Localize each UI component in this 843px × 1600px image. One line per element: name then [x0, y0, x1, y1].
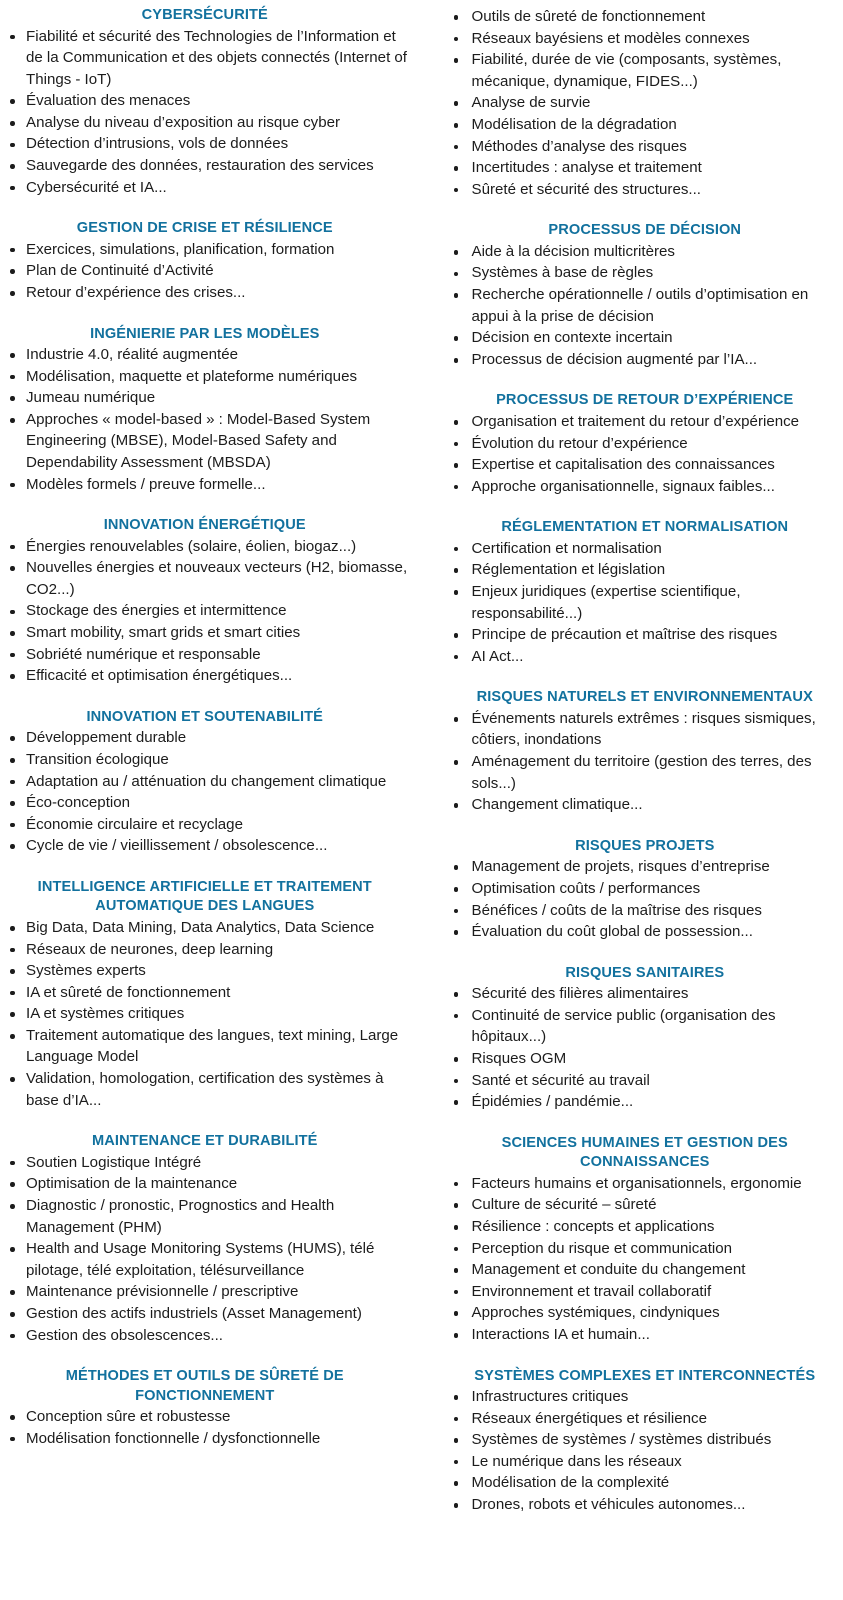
- topic-section: [2, 878, 408, 1111]
- topic-bullet-list: [2, 1152, 408, 1346]
- topic-bullet-list: [447, 1386, 843, 1516]
- topic-bullet-list: [447, 538, 843, 668]
- topic-section: [447, 964, 843, 1113]
- topic-section: [2, 219, 408, 303]
- topic-bullet-item: Modélisation, maquette et plateforme numériques: [2, 366, 408, 388]
- topic-bullet-item: Management de projets, risques d’entreprise: [447, 856, 843, 878]
- topic-bullet-item: Nouvelles énergies et nouveaux vecteurs (H2, biomasse, CO2...): [2, 557, 408, 600]
- topic-bullet-item: Traitement automatique des langues, text mining, Large Language Model: [2, 1025, 408, 1068]
- topic-bullet-item: IA et sûreté de fonctionnement: [2, 982, 408, 1004]
- topic-bullet-item: Validation, homologation, certification des systèmes à base d’IA...: [2, 1068, 408, 1111]
- topic-bullet-list: [447, 241, 843, 371]
- topics-column-right: [422, 0, 843, 1516]
- topic-bullet-item: Systèmes de systèmes / systèmes distribués: [447, 1429, 843, 1451]
- topic-bullet-item: Bénéfices / coûts de la maîtrise des risques: [447, 900, 843, 922]
- topic-section: [447, 837, 843, 943]
- section-heading: MAINTENANCE ET DURABILITÉ: [92, 1133, 318, 1150]
- topic-bullet-list: [2, 1406, 408, 1449]
- topic-bullet-item: Processus de décision augmenté par l’IA...: [447, 349, 843, 371]
- topic-bullet-item: Gestion des obsolescences...: [2, 1325, 408, 1347]
- topic-bullet-item: Optimisation coûts / performances: [447, 878, 843, 900]
- topic-bullet-item: Jumeau numérique: [2, 387, 408, 409]
- topic-bullet-item: Économie circulaire et recyclage: [2, 814, 408, 836]
- topic-bullet-list: [2, 536, 408, 687]
- topic-bullet-item: Retour d’expérience des crises...: [2, 282, 408, 304]
- topic-bullet-item: Systèmes experts: [2, 960, 408, 982]
- topic-bullet-item: Événements naturels extrêmes : risques sismiques, côtiers, inondations: [447, 708, 843, 751]
- topic-bullet-item: Incertitudes : analyse et traitement: [447, 157, 843, 179]
- topic-section: [2, 708, 408, 857]
- topic-bullet-item: Évaluation des menaces: [2, 90, 408, 112]
- section-heading: MÉTHODES ET OUTILS DE SÛRETÉ DE FONCTIONNEMENT: [65, 1368, 344, 1404]
- topic-bullet-list: [447, 708, 843, 816]
- topic-bullet-item: Approche organisationnelle, signaux faibles...: [447, 476, 843, 498]
- section-heading: RISQUES NATURELS ET ENVIRONNEMENTAUX: [476, 689, 813, 706]
- topic-bullet-item: Systèmes à base de règles: [447, 262, 843, 284]
- topic-section: [447, 518, 843, 667]
- topic-bullet-item: Aide à la décision multicritères: [447, 241, 843, 263]
- topic-bullet-item: Sûreté et sécurité des structures...: [447, 179, 843, 201]
- topic-bullet-item: Fiabilité et sécurité des Technologies de l’Information et de la Communication et des objets connectés (Internet of Things - IoT): [2, 26, 408, 91]
- topic-bullet-item: Health and Usage Monitoring Systems (HUMS), télé pilotage, télé exploitation, télésurveillance: [2, 1238, 408, 1281]
- topic-bullet-item: Développement durable: [2, 727, 408, 749]
- section-heading: GESTION DE CRISE ET RÉSILIENCE: [76, 220, 333, 237]
- topic-bullet-item: Optimisation de la maintenance: [2, 1173, 408, 1195]
- topic-bullet-item: Interactions IA et humain...: [447, 1324, 843, 1346]
- topic-bullet-item: Réglementation et législation: [447, 559, 843, 581]
- topic-bullet-list: [447, 983, 843, 1113]
- topic-bullet-item: Enjeux juridiques (expertise scientifique, responsabilité...): [447, 581, 843, 624]
- section-heading: PROCESSUS DE RETOUR D’EXPÉRIENCE: [496, 392, 794, 409]
- section-heading: RISQUES PROJETS: [575, 837, 715, 854]
- topic-section: [447, 6, 843, 200]
- topic-section: [447, 1134, 843, 1346]
- topic-section: [2, 516, 408, 687]
- section-heading: SCIENCES HUMAINES ET GESTION DES CONNAISSANCES: [501, 1134, 788, 1171]
- topic-bullet-item: Décision en contexte incertain: [447, 327, 843, 349]
- topic-section: [447, 391, 843, 497]
- section-heading: INTELLIGENCE ARTIFICIELLE ET TRAITEMENT AUTOMATIQUE DES LANGUES: [37, 878, 372, 915]
- topic-bullet-item: Approches « model-based » : Model-Based System Engineering (MBSE), Model-Based Safety and Dependability Assessment (MBSDA): [2, 409, 408, 474]
- topic-bullet-list: [447, 856, 843, 942]
- topic-bullet-item: Principe de précaution et maîtrise des risques: [447, 624, 843, 646]
- topic-bullet-item: Fiabilité, durée de vie (composants, systèmes, mécanique, dynamique, FIDES...): [447, 49, 843, 92]
- topic-bullet-item: Approches systémiques, cindyniques: [447, 1302, 843, 1324]
- topic-bullet-list: [447, 6, 843, 200]
- topic-bullet-item: Adaptation au / atténuation du changement climatique: [2, 771, 408, 793]
- section-heading: RÉGLEMENTATION ET NORMALISATION: [501, 519, 789, 536]
- topic-section: [447, 221, 843, 370]
- topic-bullet-item: Modèles formels / preuve formelle...: [2, 474, 408, 496]
- topic-bullet-item: Certification et normalisation: [447, 538, 843, 560]
- topic-bullet-item: Diagnostic / pronostic, Prognostics and Health Management (PHM): [2, 1195, 408, 1238]
- topic-bullet-item: Big Data, Data Mining, Data Analytics, Data Science: [2, 917, 408, 939]
- topic-bullet-item: Éco-conception: [2, 792, 408, 814]
- topic-bullet-item: Cycle de vie / vieillissement / obsolescence...: [2, 835, 408, 857]
- topic-bullet-item: Évolution du retour d’expérience: [447, 433, 843, 455]
- topic-bullet-item: Perception du risque et communication: [447, 1238, 843, 1260]
- topic-bullet-item: Smart mobility, smart grids et smart cities: [2, 622, 408, 644]
- topic-bullet-item: Analyse du niveau d’exposition au risque cyber: [2, 112, 408, 134]
- topic-bullet-item: Résilience : concepts et applications: [447, 1216, 843, 1238]
- topic-bullet-item: IA et systèmes critiques: [2, 1003, 408, 1025]
- section-heading: INNOVATION ET SOUTENABILITÉ: [86, 708, 323, 725]
- topic-bullet-item: Détection d’intrusions, vols de données: [2, 133, 408, 155]
- topic-bullet-item: Expertise et capitalisation des connaissances: [447, 454, 843, 476]
- topic-bullet-item: Management et conduite du changement: [447, 1259, 843, 1281]
- topic-bullet-list: [2, 917, 408, 1111]
- topic-bullet-item: Plan de Continuité d’Activité: [2, 260, 408, 282]
- topic-bullet-item: Maintenance prévisionnelle / prescriptive: [2, 1281, 408, 1303]
- section-heading: PROCESSUS DE DÉCISION: [548, 222, 742, 239]
- topic-section: [2, 1367, 408, 1449]
- topic-bullet-item: Continuité de service public (organisation des hôpitaux...): [447, 1005, 843, 1048]
- topic-bullet-item: Réseaux bayésiens et modèles connexes: [447, 28, 843, 50]
- section-heading: INGÉNIERIE PAR LES MODÈLES: [90, 325, 320, 342]
- topic-bullet-item: Organisation et traitement du retour d’expérience: [447, 411, 843, 433]
- topic-bullet-item: Recherche opérationnelle / outils d’optimisation en appui à la prise de décision: [447, 284, 843, 327]
- topic-bullet-item: Modélisation fonctionnelle / dysfonctionnelle: [2, 1428, 408, 1450]
- topic-bullet-list: [2, 344, 408, 495]
- topic-bullet-item: Drones, robots et véhicules autonomes...: [447, 1494, 843, 1516]
- topic-bullet-item: Facteurs humains et organisationnels, ergonomie: [447, 1173, 843, 1195]
- topic-bullet-item: Analyse de survie: [447, 92, 843, 114]
- topic-bullet-item: Conception sûre et robustesse: [2, 1406, 408, 1428]
- topic-bullet-item: Santé et sécurité au travail: [447, 1070, 843, 1092]
- topic-bullet-item: Évaluation du coût global de possession...: [447, 921, 843, 943]
- topic-bullet-item: Réseaux de neurones, deep learning: [2, 939, 408, 961]
- topic-bullet-item: Outils de sûreté de fonctionnement: [447, 6, 843, 28]
- topic-bullet-item: Infrastructures critiques: [447, 1386, 843, 1408]
- topic-bullet-item: Épidémies / pandémie...: [447, 1091, 843, 1113]
- topic-bullet-item: Changement climatique...: [447, 794, 843, 816]
- topic-section: [447, 1367, 843, 1516]
- topic-bullet-item: Méthodes d’analyse des risques: [447, 136, 843, 158]
- topic-bullet-item: Énergies renouvelables (solaire, éolien, biogaz...): [2, 536, 408, 558]
- topic-bullet-item: Le numérique dans les réseaux: [447, 1451, 843, 1473]
- topic-bullet-list: [2, 26, 408, 199]
- topic-bullet-item: Cybersécurité et IA...: [2, 177, 408, 199]
- topic-bullet-list: [2, 239, 408, 304]
- topic-bullet-list: [447, 411, 843, 497]
- topics-column-left: [0, 0, 422, 1449]
- topic-bullet-item: Modélisation de la complexité: [447, 1472, 843, 1494]
- topic-section: [2, 1132, 408, 1346]
- topic-bullet-item: Environnement et travail collaboratif: [447, 1281, 843, 1303]
- topic-bullet-list: [2, 727, 408, 857]
- topic-bullet-item: Industrie 4.0, réalité augmentée: [2, 344, 408, 366]
- topic-bullet-item: Réseaux énergétiques et résilience: [447, 1408, 843, 1430]
- topic-bullet-item: Sécurité des filières alimentaires: [447, 983, 843, 1005]
- topic-bullet-item: Aménagement du territoire (gestion des terres, des sols...): [447, 751, 843, 794]
- topic-bullet-item: Efficacité et optimisation énergétiques...: [2, 665, 408, 687]
- topic-bullet-item: Sauvegarde des données, restauration des services: [2, 155, 408, 177]
- section-heading: SYSTÈMES COMPLEXES ET INTERCONNECTÉS: [474, 1367, 816, 1384]
- topic-bullet-list: [447, 1173, 843, 1346]
- topic-bullet-item: Exercices, simulations, planification, formation: [2, 239, 408, 261]
- topic-bullet-item: Transition écologique: [2, 749, 408, 771]
- topic-bullet-item: Gestion des actifs industriels (Asset Management): [2, 1303, 408, 1325]
- topic-bullet-item: Soutien Logistique Intégré: [2, 1152, 408, 1174]
- topic-bullet-item: Stockage des énergies et intermittence: [2, 600, 408, 622]
- section-heading: CYBERSÉCURITÉ: [141, 7, 268, 23]
- topic-bullet-item: AI Act...: [447, 646, 843, 668]
- topic-section: [2, 6, 408, 198]
- section-heading: RISQUES SANITAIRES: [565, 964, 725, 981]
- topic-bullet-item: Modélisation de la dégradation: [447, 114, 843, 136]
- topic-bullet-item: Risques OGM: [447, 1048, 843, 1070]
- topic-section: [2, 325, 408, 496]
- section-heading: INNOVATION ÉNERGÉTIQUE: [103, 517, 306, 534]
- topic-bullet-item: Sobriété numérique et responsable: [2, 644, 408, 666]
- topic-bullet-item: Culture de sécurité – sûreté: [447, 1194, 843, 1216]
- topic-section: [447, 688, 843, 815]
